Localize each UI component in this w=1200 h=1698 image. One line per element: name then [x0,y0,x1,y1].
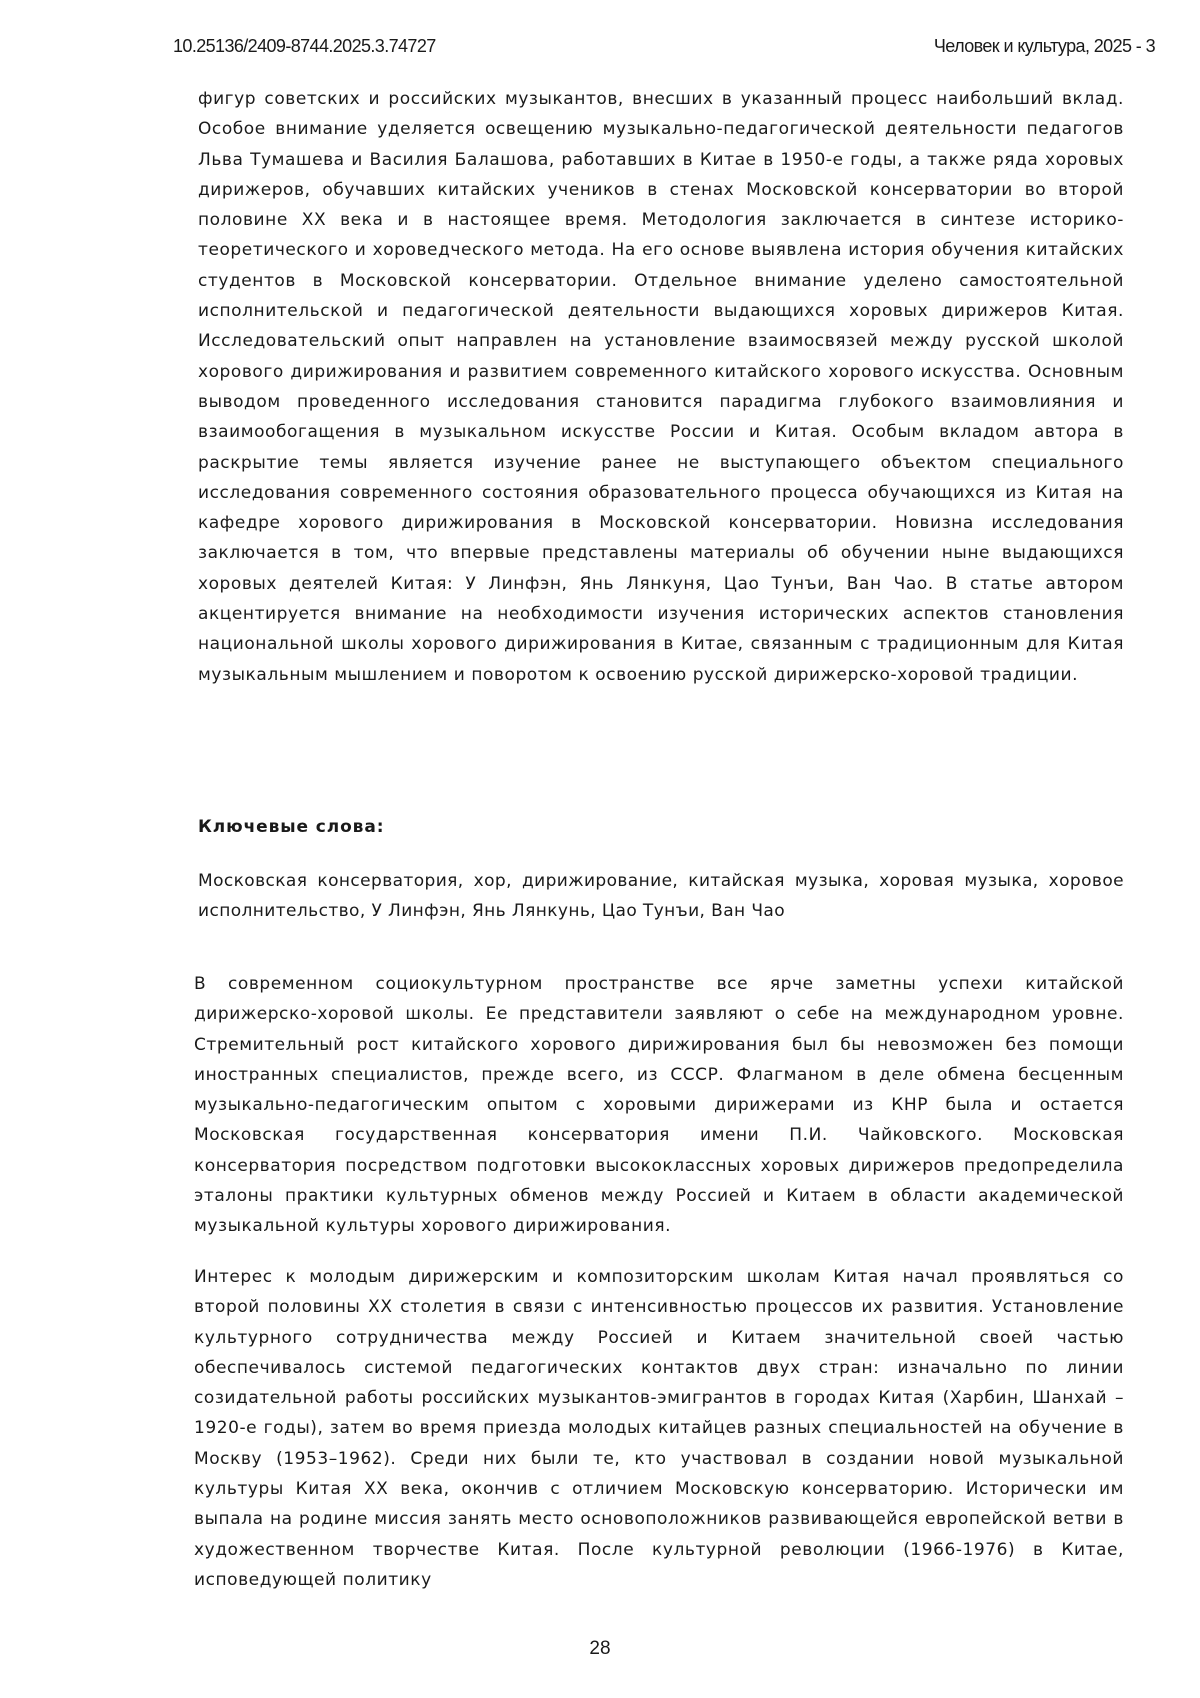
page-number: 28 [589,1638,611,1659]
keywords-heading: Ключевые слова: [198,817,385,837]
doi-header: 10.25136/2409-8744.2025.3.74727 [173,36,436,56]
body-paragraph-1: В современном социокультурном пространстве все ярче заметны успехи китайской дирижерско-хоровой школы. Ее представители заявляют о себе на международном уровне. Стремительный рост китайского хорового дирижирования был бы невозможен без помощи иностранных специалистов, прежде всего, из СССР. Флагманом в деле обмена бесценным музыкально-педагогическим опытом с хоровыми дирижерами из КНР была и остается Московская государственная консерватория имени П.И. Чайковского. Московская консерватория посредством подготовки высококлассных хоровых дирижеров предопределила эталоны практики культурных обменов между Россией и Китаем в области академической музыкальной культуры хорового дирижирования. [194,974,1124,1237]
body-paragraph-2: Интерес к молодым дирижерским и композиторским школам Китая начал проявляться со второй половины XX столетия в связи с интенсивностью процессов их развития. Установление культурного сотрудничества между Россией и Китаем значительной своей частью обеспечивалось системой педагогических контактов двух стран: изначально по линии созидательной работы российских музыкантов-эмигрантов в городах Китая (Харбин, Шанхай – 1920-е годы), затем во время приезда молодых китайцев разных специальностей на обучение в Москву (1953–1962). Среди них были те, кто участвовал в создании новой музыкальной культуры Китая XX века, окончив с отличием Московскую консерваторию. Исторически им выпала на родине миссия занять место основоположников развивающейся европейской ветви в художественном творчестве Китая. После культурной революции (1966-1976) в Китае, исповедующей политику [194,1267,1124,1590]
keywords-text: Московская консерватория, хор, дирижирование, китайская музыка, хоровая музыка, хоровое исполнительство, У Линфэн, Янь Лянкунь, Цао Тунъи, Ван Чао [198,871,1124,922]
abstract-text: фигур советских и российских музыкантов, внесших в указанный процесс наибольший вклад. Особое внимание уделяется освещению музыкально-педагогической деятельности педагогов Льва Тумашева и Василия Балашова, работавших в Китае в 1950-е годы, а также ряда хоровых дирижеров, обучавших китайских учеников в стенах Московской консерватории во второй половине XX века и в настоящее время. Методология заключается в синтезе историко-теоретического и хороведческого метода. На его основе выявлена история обучения китайских студентов в Московской консерватории. Отдельное внимание уделено самостоятельной исполнительской и педагогической деятельности выдающихся хоровых дирижеров Китая. Исследовательский опыт направлен на установление взаимосвязей между русской школой хорового дирижирования и развитием современного китайского хорового искусства. Основным выводом проведенного исследования становится парадигма глубокого взаимовлияния и взаимообогащения в музыкальном искусстве России и Китая. Особым вкладом автора в раскрытие темы является изучение ранее не выступающего объектом специального исследования современного состояния образовательного процесса обучающихся из Китая на кафедре хорового дирижирования в Московской консерватории. Новизна исследования заключается в том, что впервые представлены материалы об обучении ныне выдающихся хоровых деятелей Китая: У Линфэн, Янь Лянкуня, Цао Тунъи, Ван Чао. В статье автором акцентируется внимание на необходимости изучения исторических аспектов становления национальной школы хорового дирижирования в Китае, связанным с традиционным для Китая музыкальным мышлением и поворотом к освоению русской дирижерско-хоровой традиции. [198,89,1124,685]
journal-issue-header: Человек и культура, 2025 - 3 [933,36,1155,56]
